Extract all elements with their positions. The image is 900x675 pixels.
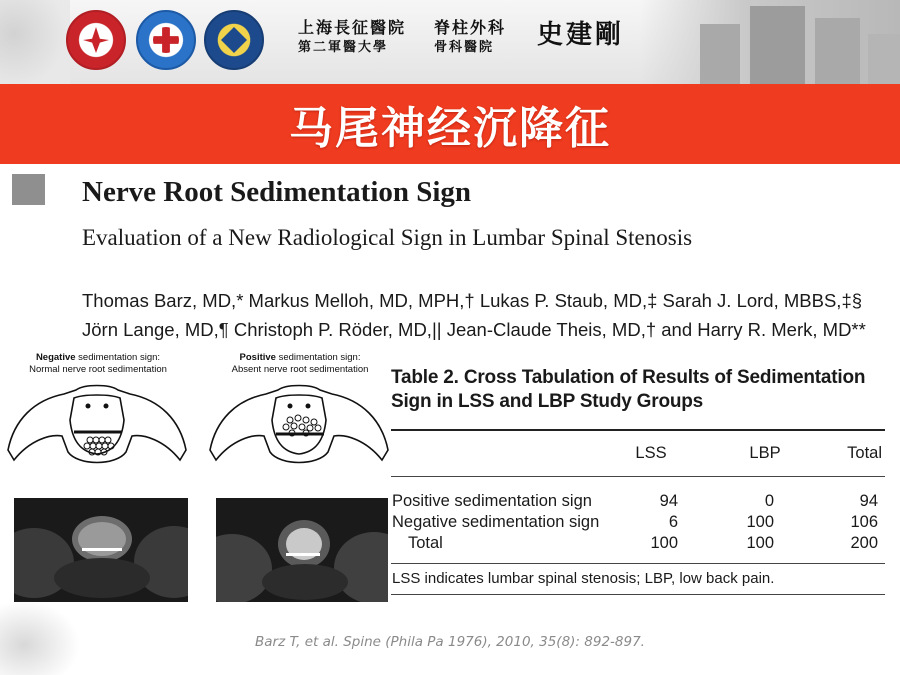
authors-line-2: Jörn Lange, MD,¶ Christoph P. Röder, MD,|| Jean-Claude Theis, MD,† and Harry R. Merk, MD**	[82, 319, 866, 340]
negative-sign-label: Negative sedimentation sign: Normal nerve root sedimentation	[29, 352, 167, 375]
bullet-square	[12, 174, 45, 205]
citation: Barz T, et al. Spine (Phila Pa 1976), 2010, 35(8): 892-897.	[255, 634, 645, 650]
footnote-rule	[391, 594, 885, 595]
table-cell: 100	[650, 534, 678, 552]
table-bottom-rule	[391, 563, 885, 564]
hospital-cross-logo	[136, 10, 196, 70]
results-table-title: Table 2. Cross Tabulation of Results of Sedimentation Sign in LSS and LBP Study Groups	[391, 367, 866, 412]
table-header-rule	[391, 476, 885, 477]
slide-title: 马尾神经沉降征	[289, 103, 611, 154]
hospital-name-calligraphy: 上海長征醫院 第二軍醫大學	[298, 18, 407, 55]
row-label-positive: Positive sedimentation sign	[392, 492, 592, 510]
author-name-calligraphy: 史建剛	[537, 20, 625, 50]
university-logo	[66, 10, 126, 70]
paper-authors	[82, 286, 866, 344]
table-footnote: LSS indicates lumbar spinal stenosis; LBP, low back pain.	[392, 570, 775, 587]
table-cell: 106	[850, 513, 878, 531]
table-cell: 100	[746, 534, 774, 552]
mri-negative-sign-image	[14, 498, 188, 602]
positive-sign-label: Positive sedimentation sign: Absent nerve root sedimentation	[231, 352, 369, 375]
authors-line-1: Thomas Barz, MD,* Markus Melloh, MD, MPH,† Lukas P. Staub, MD,‡ Sarah J. Lord, MBBS,‡§	[82, 290, 863, 311]
department-calligraphy: 脊柱外科 骨科醫院	[434, 18, 507, 55]
mri-positive-sign-image	[216, 498, 388, 602]
column-header-lss: LSS	[635, 444, 667, 462]
table-cell: 100	[746, 513, 774, 531]
column-header-total: Total	[847, 444, 882, 462]
column-header-lbp: LBP	[749, 444, 781, 462]
table-cell: 94	[659, 492, 678, 510]
row-label-negative: Negative sedimentation sign	[392, 513, 600, 531]
row-label-total: Total	[408, 534, 443, 552]
table-cell: 200	[850, 534, 878, 552]
hospital-emblem-logo	[204, 10, 264, 70]
header-banner	[0, 0, 900, 84]
table-cell: 94	[859, 492, 878, 510]
slide-title-band	[0, 84, 900, 164]
positive-sign-drawing	[206, 380, 392, 480]
negative-sign-drawing	[4, 380, 190, 480]
paper-subtitle: Evaluation of a New Radiological Sign in Lumbar Spinal Stenosis	[82, 225, 693, 250]
hospital-building-image	[640, 0, 900, 84]
table-cell: 6	[668, 513, 678, 531]
spine-decoration-left	[0, 0, 70, 84]
table-top-rule	[391, 429, 885, 431]
table-cell: 0	[764, 492, 774, 510]
paper-title: Nerve Root Sedimentation Sign	[82, 176, 472, 208]
